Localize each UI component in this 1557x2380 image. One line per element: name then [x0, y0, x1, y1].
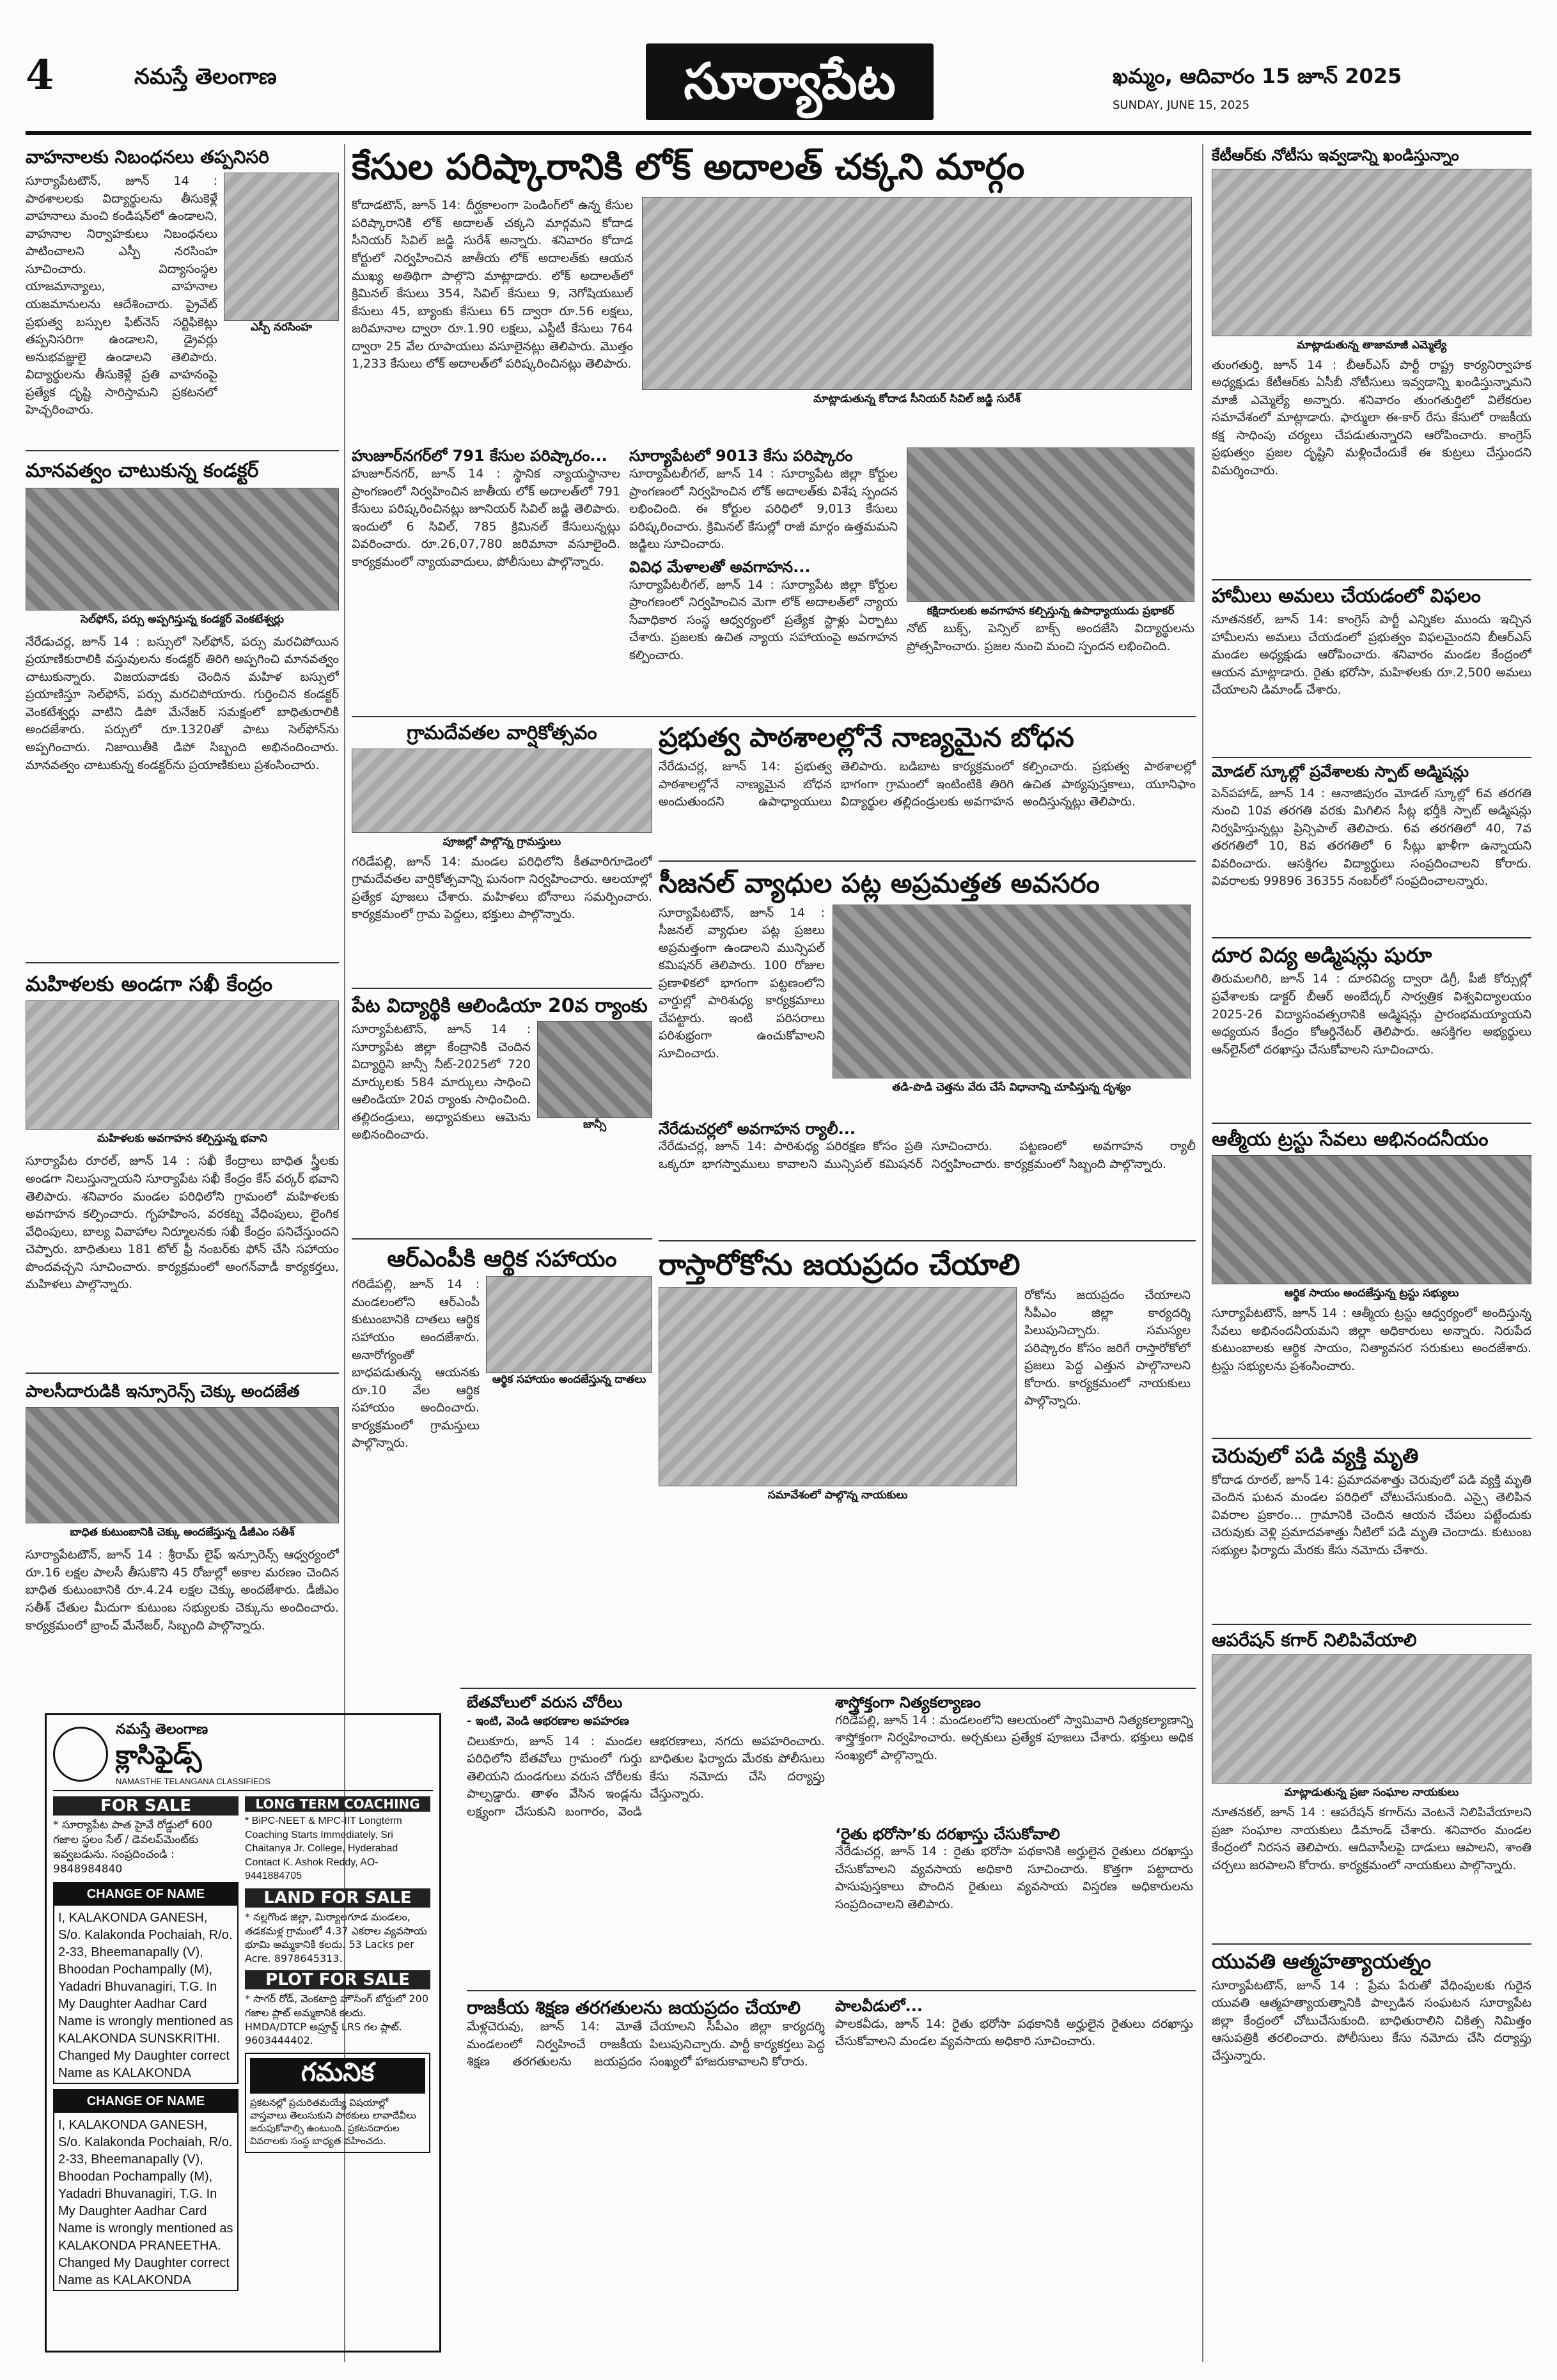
land-ad: * నల్లగొండ జిల్లా, మిర్యాలగూడ మండలం, తడకమళ్ల గ్రామంలో 4.37 ఎకరాల వ్యవసాయ భూమి అమ్మకానికి కలదు. 53 Lacks per Acre. 8978645313. — [245, 1910, 427, 1964]
divider — [1212, 1438, 1531, 1439]
classifieds-logo — [53, 1727, 108, 1782]
divider — [352, 1238, 652, 1240]
article-body: సూర్యాపేటటౌన్, జూన్ 14 : ప్రేమ పేరుతో వేధింపులకు గురైన యువతి ఆత్మహత్యాయత్నానికి పాల్పడిన సంఘటన సూర్యాపేట జిల్లా కేంద్రంలో చోటుచేసుకుంది. బాధితురాలిని చికిత్స నిమిత్తం ఆసుపత్రికి తరలించారు. పోలీసులు కేసు నమోదు చేసి దర్యాప్తు చేస్తున్నారు. — [1212, 1978, 1531, 2063]
headline: చెరువులో పడి వ్యక్తి మృతి — [1212, 1443, 1419, 1468]
headline: ఆత్మీయ ట్రస్టు సేవలు అభినందనీయం — [1212, 1128, 1489, 1151]
headline: ప్రభుత్వ పాఠశాలల్లోనే నాణ్యమైన బోధన — [659, 722, 1074, 753]
land-heading: LAND FOR SALE — [245, 1888, 430, 1908]
article-body: తుంగతుర్తి, జూన్ 14 : బీఆర్ఎస్ పార్టీ రాష్ట్ర కార్యనిర్వాహక అధ్యక్షుడు కేటీఆర్‌కు ఏసీబీ నోటీసులు ఇవ్వడాన్ని ఖండిస్తున్నామని మాజీ ఎమ్మెల్యే అన్నారు. శనివారం తుంగతుర్తిలో విలేకరుల సమావేశంలో మాట్లాడారు. ఫార్ములా ఈ-కార్ రేసు కేసులో రాజకీయ కక్ష సాధింపు చర్యలు చేపడుతున్నారని ఆరోపించారు. కాంగ్రెస్ ప్రభుత్వం ప్రజల దృష్టిని మళ్లించేందుకే ఈ కుట్రలు చేస్తుందని విమర్శించారు. — [1212, 357, 1531, 478]
for-sale-ad: * సూర్యాపేట పాత హైవే రోడ్డులో 600 గజాల స్థలం సేల్ / డెవలప్‌మెంట్‌కు ఇవ్వబడును. సంప్రదించండి : 9848984840 — [53, 1819, 213, 1876]
article-body: సూర్యాపేటటౌన్, జూన్ 14 : పాఠశాలలకు విద్యార్థులను తీసుకెళ్లే వాహనాలు మంచి కండిషన్‌లో ఉండాలని, వాహనాల నిర్వాహకులు నిబంధనలు పాటించాలని ఎస్పీ నరసింహ సూచించారు. విద్యాసంస్థల యాజమాన్యాలు, వాహనాల యజమానులను ఆదేశించారు. ప్రైవేట్ ప్రభుత్వ బస్సుల ఫిట్‌నెస్ సర్టిఫికెట్లు తప్పనిసరిగా ఉండాలని, డ్రైవర్లు అనుభవజ్ఞులై ఉండాలని తెలిపారు. విద్యార్థులను తీసుకెళ్లే ప్రతి వాహనంపై ప్రత్యేక దృష్టి సారిస్తామని ప్రకటనలో హెచ్చరించారు. — [26, 174, 217, 417]
change-of-name-ad — [53, 1882, 239, 2084]
article-body: చిలుకూరు, జూన్ 14 : మండల పరిధిలోని బేతవోలు గ్రామంలో గుర్తు తెలియని దుండగులు వరుస చోరీలకు పాల్పడ్డారు. తాళం వేసిన ఇండ్లను లక్ష్యంగా చేసుకుని బంగారం, వెండి ఆభరణాలు, నగదు అపహరించారు. బాధితుల ఫిర్యాదు మేరకు పోలీసులు కేసు నమోదు చేసి దర్యాప్తు చేస్తున్నారు. — [467, 1734, 825, 1819]
headline: మహిళలకు అండగా సఖీ కేంద్రం — [26, 971, 273, 996]
headline: ‘రైతు భరోసా’కు దరఖాస్తు చేసుకోవాలి — [835, 1824, 1060, 1843]
photo-caption: మాట్లాడుతున్న ప్రజా సంఘాల నాయకులు — [1284, 1785, 1459, 1799]
photo-press-meet — [1212, 169, 1531, 336]
photo-village-festival — [352, 749, 652, 833]
photo-caption: ఆర్థిక సాయం అందజేస్తున్న ట్రస్టు సభ్యులు — [1284, 1286, 1459, 1300]
date-english: SUNDAY, JUNE 15, 2025 — [1113, 98, 1250, 112]
headline: మానవత్వం చాటుకున్న కండక్టర్ — [26, 460, 259, 483]
divider — [460, 1688, 1196, 1689]
headline: ఆపరేషన్ కగార్ నిలిపివేయాలి — [1212, 1629, 1417, 1651]
photo-meeting — [659, 1287, 1017, 1486]
headline: సీజనల్ వ్యాధుల పట్ల అప్రమత్తత అవసరం — [659, 867, 1100, 899]
article-body: నేరేడుచర్ల, జూన్ 14: పారిశుధ్య పరిరక్షణ కోసం ప్రతి ఒక్కరూ భాగస్వాములు కావాలని మున్సిపల్ కమిషనర్ సూచించారు. పట్టణంలో అవగాహన ర్యాలీ నిర్వహించారు. కార్యక్రమంలో సిబ్బంది పాల్గొన్నారు. — [659, 1139, 1196, 1171]
photo-sp — [224, 173, 339, 321]
article-body: నూతనకల్, జూన్ 14: కాంగ్రెస్ పార్టీ ఎన్నికల ముందు ఇచ్చిన హామీలను అమలు చేయడంలో ప్రభుత్వం విఫలమైందని బీఆర్ఎస్ మండల అధ్యక్షుడు ఆరోపించారు. శనివారం మండల కేంద్రంలో ఆయన మాట్లాడారు. రైతు భరోసా, మహిళలకు రూ.2,500 అమలు చేయాలని డిమాండ్ చేశారు. — [1212, 612, 1531, 697]
change-of-name-ad — [53, 2089, 239, 2291]
divider — [659, 860, 1196, 862]
article-body: సూర్యాపేటలీగల్, జూన్ 14 : సూర్యాపేట జిల్లా కోర్టుల ప్రాంగణంలో నిర్వహించిన లోక్ అదాలత్‌కు విశేష స్పందన లభించింది. ఈ కోర్టుల పరిధిలో 9,013 కేసులు పరిష్కరించారు. క్రిమినల్ కేసుల్లో రాజీ మార్గం ఉత్తమమని జడ్జిలు సూచించారు. — [629, 466, 898, 552]
photo-insurance — [26, 1407, 339, 1523]
photo-awareness-stall — [907, 447, 1194, 602]
article-body: హుజూర్‌నగర్, జూన్ 14 : స్థానిక న్యాయస్థానాల ప్రాంగణంలో నిర్వహించిన జాతీయ లోక్ అదాలత్‌లో 791 కేసులు పరిష్కరించినట్లు జూనియర్ సివిల్ జడ్జి తెలిపారు. ఇందులో 6 సివిల్, 785 క్రిమినల్ కేసులున్నట్లు వివరించారు. రూ.26,07,780 జరిమానా వసూలైంది. కార్యక్రమంలో న్యాయవాదులు, పోలీసులు పాల్గొన్నారు. — [352, 466, 620, 569]
divider — [1212, 1943, 1531, 1945]
photo-caption: సెల్‌ఫోన్, పర్సు అప్పగిస్తున్న కండక్టర్ వెంకటేశ్వర్లు — [81, 612, 284, 626]
headline: రాజకీయ శిక్షణ తరగతులను జయప్రదం చేయాలి — [467, 1997, 801, 2019]
photo-caption: పూజల్లో పాల్గొన్న గ్రామస్తులు — [442, 835, 561, 848]
article-body: సూర్యాపేటటౌన్, జూన్ 14 : శ్రీరామ్ లైఫ్ ఇన్సూరెన్స్ ఆధ్వర్యంలో రూ.16 లక్షల పాలసీ తీసుకొని 45 రోజుల్లో అకాల మరణం చెందిన బాధిత కుటుంబానికి రూ.4.24 లక్షల చెక్కు అందజేశారు. డీజీఎం సతీశ్ చేతుల మీదుగా కుటుంబ సభ్యులకు చెక్కును అందించారు. కార్యక్రమంలో బ్రాంచ్ మేనేజర్, సిబ్బంది పాల్గొన్నారు. — [26, 1548, 339, 1633]
headline: పేట విద్యార్థికి ఆలిండియా 20వ ర్యాంకు — [352, 994, 648, 1017]
coaching-heading: LONG TERM COACHING — [245, 1796, 430, 1812]
center-right-column — [659, 722, 1196, 1681]
headline: దూర విద్య అడ్మిషన్లు షురూ — [1212, 942, 1432, 967]
photo-trust — [1212, 1155, 1531, 1284]
photo-student — [537, 1021, 652, 1118]
headline: పాలవీడులో... — [835, 1997, 923, 2016]
headline: గ్రామదేవతల వార్షికోత్సవం — [407, 722, 597, 744]
photo-caption: మహిళలకు అవగాహన కల్పిస్తున్న భవాని — [97, 1132, 268, 1146]
change-of-name-heading: CHANGE OF NAME — [54, 1883, 237, 1906]
photo-caption: సమావేశంలో పాల్గొన్న నాయకులు — [767, 1489, 908, 1502]
right-column — [1212, 147, 1531, 2359]
divider — [1212, 1123, 1531, 1124]
divider — [26, 450, 339, 451]
article-body: పెన్‌పహాడ్, జూన్ 14 : ఆనాజిపురం మోడల్ స్కూల్లో 6వ తరగతి నుంచి 10వ తరగతి వరకు మిగిలిన సీట్ల భర్తీకి స్పాట్ అడ్మిషన్లు నిర్వహిస్తున్నట్లు ప్రిన్సిపాల్ తెలిపారు. 6వ తరగతిలో 40, 7వ తరగతిలో 10, 8వ తరగతిలో 6 సీట్లు ఖాళీగా ఉన్నాయని వివరించారు. ఆసక్తిగల విద్యార్థులు సంప్రదించాలని కోరారు. వివరాలకు 99896 36355 నంబర్‌లో సంప్రదించాలన్నారు. — [1212, 786, 1531, 889]
divider — [352, 716, 1196, 717]
notice-heading: గమనిక — [250, 2058, 425, 2094]
headline: హామీలు అమలు చేయడంలో విఫలం — [1212, 584, 1481, 607]
article-body: సూర్యాపేటటౌన్, జూన్ 14 : ఆత్మీయ ట్రస్టు ఆధ్వర్యంలో అందిస్తున్న సేవలు అభినందనీయమని జిల్లా అధికారులు అన్నారు. నిరుపేద కుటుంబాలకు ఆర్థిక సాయం, నిత్యావసర సరుకులు అందజేశారు. ట్రస్టు సభ్యులను ప్రశంసించారు. — [1212, 1305, 1531, 1373]
change-of-name-heading: CHANGE OF NAME — [54, 2090, 237, 2113]
classifieds-box — [45, 1713, 441, 2353]
headline: మోడల్ స్కూల్లో ప్రవేశాలకు స్పాట్ అడ్మిషన్లు — [1212, 763, 1469, 781]
dateline — [1113, 64, 1535, 121]
headline: బేతవోలులో వరుస చోరీలు — [467, 1694, 623, 1711]
classifieds-title: క్లాసిఫైడ్స్ — [116, 1741, 202, 1770]
headline: ఆర్ఎంపీకి ఆర్థిక సహాయం — [387, 1246, 617, 1272]
masthead-rule — [26, 131, 1531, 135]
article-body: గరిడేపల్లి, జూన్ 14 : మండలంలోని ఆర్ఎంపీ కుటుంబానికి దాతలు ఆర్థిక సహాయం అందజేశారు. అనారోగ్యంతో బాధపడుతున్న ఆయనకు రూ.10 వేల ఆర్థిక సహాయం అందించారు. కార్యక్రమంలో గ్రామస్తులు పాల్గొన్నారు. — [352, 1277, 480, 1451]
photo-sanitation — [833, 905, 1191, 1078]
divider — [26, 1373, 339, 1374]
page-number: 4 — [26, 51, 54, 99]
article-body: రోకోను జయప్రదం చేయాలని సీపీఎం జిల్లా కార్యదర్శి పిలుపునిచ్చారు. సమస్యల పరిష్కారం కోసం జరిగే రాస్తారోకోలో ప్రజలు పెద్ద ఎత్తున పాల్గొనాలని కోరారు. కార్యక్రమంలో నాయకులు పాల్గొన్నారు. — [1024, 1288, 1191, 1408]
plot-ad: * సాగర్ రోడ్, వెంకటాద్రి హౌసింగ్ బోర్డులో 200 గజాల ప్లాట్ అమ్మకానికి కలదు. HMDA/DTCP అప్రూవ్డ్ LRS గల ప్లాట్. 9603444402. — [245, 1993, 429, 2047]
left-column — [26, 147, 339, 1694]
article-body: సూర్యాపేటటౌన్, జూన్ 14 : సూర్యాపేట జిల్లా కేంద్రానికి చెందిన విద్యార్థిని జాన్సీ నీట్-2025లో 720 మార్కులకు 584 మార్కులు సాధించి ఆలిండియా 20వ ర్యాంకు సాధించింది. తల్లిదండ్రులు, అధ్యాపకులు ఆమెను అభినందించారు. — [352, 1022, 531, 1142]
photo-lok-adalat — [642, 197, 1192, 390]
subheading: సూర్యాపేటలో 9013 కేసు పరిష్కారం — [629, 447, 853, 465]
photo-sakhi — [26, 1000, 339, 1130]
paper-name: నమస్తే తెలంగాణ — [134, 64, 277, 89]
photo-conductor — [26, 488, 339, 611]
photo-caption: కక్షిదారులకు అవగాహన కల్పిస్తున్న ఉపాధ్యాయుడు ప్రభాకర్ — [927, 605, 1175, 618]
divider — [1212, 937, 1531, 938]
photo-protest — [1212, 1654, 1531, 1784]
subheading: హుజూర్‌నగర్‌లో 791 కేసుల పరిష్కారం... — [352, 447, 607, 465]
headline: వాహనాలకు నిబంధనలు తప్పనిసరి — [26, 147, 269, 167]
center-bottom — [467, 1694, 1196, 2353]
photo-caption: ఆర్థిక సహాయం అందజేస్తున్న దాతలు — [492, 1373, 646, 1387]
classifieds-brand: నమస్తే తెలంగాణ — [116, 1722, 208, 1738]
headline: కేటీఆర్‌కు నోటీసు ఇవ్వడాన్ని ఖండిస్తున్నాం — [1212, 147, 1459, 164]
lead-headline: కేసుల పరిష్కారానికి లోక్ అదాలత్ చక్కని మార్గం — [352, 147, 1025, 188]
subheading: వివిధ మేళాలతో అవగాహన... — [629, 557, 811, 576]
article-body: గరిడేపల్లి, జూన్ 14: మండల పరిధిలోని కీతవారిగూడెంలో గ్రామదేవతల వార్షికోత్సవాన్ని ఘనంగా నిర్వహించారు. ఆలయాల్లో ప్రత్యేక పూజలు చేశారు. మహిళలు బోనాలు సమర్పించారు. కార్యక్రమంలో గ్రామ పెద్దలు, భక్తులు పాల్గొన్నారు. — [352, 854, 652, 922]
article-body: నోట్ బుక్స్, పెన్సిల్ బాక్స్ అందజేసి విద్యార్థులను ప్రోత్సహించారు. ప్రజల నుంచి మంచి స్పందన లభించింది. — [907, 621, 1194, 653]
center-left-column — [352, 722, 652, 1681]
sub-headline: - ఇంటి, వెండి ఆభరణాల అపహరణ — [467, 1714, 629, 1728]
article-body: గరిడేపల్లి, జూన్ 14 : మండలంలోని ఆలయంలో స్వామివారి నిత్యకల్యాణాన్ని శాస్త్రోక్తంగా నిర్వహించారు. అర్చకులు ప్రత్యేక పూజలు చేశారు. భక్తులు అధిక సంఖ్యలో పాల్గొన్నారు. — [835, 1713, 1193, 1762]
article-body: సూర్యాపేటలీగల్, జూన్ 14 : సూర్యాపేట జిల్లా కోర్టుల ప్రాంగణంలో నిర్వహించిన మెగా లోక్ అదాలత్‌లో న్యాయ సేవాధికార సంస్థ ఆధ్వర్యంలో ప్రత్యేక స్టాళ్లు ఏర్పాటు చేశారు. ప్రజలకు ఉచిత న్యాయ సహాయంపై అవగాహన కల్పించారు. — [629, 577, 898, 662]
article-body: కోదాడ రూరల్, జూన్ 14: ప్రమాదవశాత్తు చెరువులో పడి వ్యక్తి మృతి చెందిన ఘటన మండల పరిధిలో చోటుచేసుకుంది. ఎస్సై తెలిపిన వివరాల ప్రకారం... గ్రామానికి చెందిన ఆయన చేపలు పట్టేందుకు చెరువుకు వెళ్లి ప్రమాదవశాత్తు నీటిలో పడి మృతి చెందాడు. కుటుంబ సభ్యుల ఫిర్యాదు మేరకు కేసు నమోదు చేశారు. — [1212, 1472, 1531, 1557]
for-sale-heading: FOR SALE — [53, 1796, 239, 1816]
photo-caption: ఎస్పీ నరసింహ — [250, 321, 313, 334]
article-body: నేరేడుచర్ల, జూన్ 14: ప్రభుత్వ పాఠశాలల్లోనే నాణ్యమైన బోధన అందుతుందని ఉపాధ్యాయులు తెలిపారు. బడిబాట కార్యక్రమంలో భాగంగా గ్రామంలో ఇంటింటికి తిరిగి విద్యార్థుల తల్లిదండ్రులకు అవగాహన కల్పించారు. ప్రభుత్వ పాఠశాలల్లో ఉచిత పాఠ్యపుస్తకాలు, యూనిఫాం అందిస్తున్నట్లు తెలిపారు. — [659, 759, 1196, 809]
article-body: పాలకవీడు, జూన్ 14: రైతు భరోసా పథకానికి అర్హులైన రైతులు దరఖాస్తు చేసుకోవాలని మండల వ్యవసాయ అధికారి సూచించారు. — [835, 2016, 1193, 2049]
article-body: మేళ్లచెరువు, జూన్ 14: మోతే మండలంలో నిర్వహించే రాజకీయ శిక్షణ తరగతులను జయప్రదం చేయాలని సీపీఎం జిల్లా కార్యదర్శి పిలుపునిచ్చారు. పార్టీ కార్యకర్తలు పెద్ద సంఖ్యలో హాజరుకావాలని కోరారు. — [467, 2019, 825, 2069]
headline: శాస్త్రోక్తంగా నిత్యకల్యాణం — [835, 1694, 981, 1711]
photo-aid — [486, 1276, 652, 1373]
coaching-ad: * BiPC-NEET & MPC-IIT Longterm Coaching Starts Immediately, Sri Chaitanya Jr. College, Hyderabad Contact K. Ashok Reddy, AO-9441884705 — [245, 1816, 402, 1882]
divider — [26, 962, 339, 963]
classifieds-subtitle: NAMASTHE TELANGANA CLASSIFIEDS — [116, 1777, 270, 1786]
section-banner: సూర్యాపేట — [646, 43, 934, 120]
divider — [1212, 757, 1531, 758]
change-of-name-text: I, KALAKONDA GANESH, S/o. Kalakonda Pochaiah, R/o. 2-33, Bheemanapally (V), Bhoodan Pochampally (M), Yadadri Bhuvanagiri, T.G. In My Daughter Aadhar Card Name is wrongly mentioned as KALAKONDA SUNSKRITHI. Changed My Daughter correct Name as KALAKONDA — [58, 1910, 233, 2080]
article-body: కోదాడటౌన్, జూన్ 14: దీర్ఘకాలంగా పెండింగ్‌లో ఉన్న కేసుల పరిష్కారానికి లోక్ అదాలత్ చక్కని మార్గమని కోదాడ సీనియర్ సివిల్ జడ్జి సురేశ్ అన్నారు. శనివారం కోదాడ కోర్టులో నిర్వహించిన జాతీయ లోక్ అదాలత్‌కు ఆయన ముఖ్య అతిథిగా పాల్గొని మాట్లాడారు. లోక్ అదాలత్‌లో క్రిమినల్ కేసులు 354, సివిల్ కేసులు 9, నెగోషియబుల్ కేసులు 45, బ్యాంకు కేసులు 65 ద్వారా రూ.56 లక్షలు, జరిమానాల ద్వారా రూ.1.90 లక్షలు, ఎస్టీటీ కేసులు 764 ద్వారా 25 వేల రూపాయలు వసూలైనట్లు తెలిపారు. మొత్తం 1,233 కేసులు లోక్ అదాలత్‌లో పరిష్కరించినట్లు తెలిపారు. — [352, 198, 633, 371]
notice-text: ప్రకటనల్లో ప్రచురితమయ్యే విషయాల్లో వాస్తవాలు తెలుసుకుని పాఠకులు లావాదేవీలు జరుపుకోవాల్సి ఉంటుంది. ప్రకటనదారుల వివరాలకు సంస్థ బాధ్యత వహించదు. — [250, 2096, 416, 2147]
date-telugu: ఖమ్మం, ఆదివారం 15 జూన్ 2025 — [1113, 64, 1402, 88]
subheading: నేరేడుచర్లలో అవగాహన ర్యాలీ... — [659, 1119, 856, 1138]
photo-caption: జాన్సీ — [583, 1118, 606, 1131]
photo-caption: బాధిత కుటుంబానికి చెక్కు అందజేస్తున్న డీజీఎం సతీశ్ — [70, 1526, 295, 1539]
article-body: నూతనకల్, జూన్ 14 : ఆపరేషన్ కగార్‌ను వెంటనే నిలిపివేయాలని ప్రజా సంఘాల నాయకులు డిమాండ్ చేశారు. శనివారం మండల కేంద్రంలో నిరసన తెలిపారు. ఆదివాసీలపై దాడులు ఆపాలని, శాంతి చర్చలు జరపాలని కోరారు. కార్యక్రమంలో నాయకులు పాల్గొన్నారు. — [1212, 1805, 1531, 1872]
lead-story — [352, 147, 1196, 710]
plot-heading: PLOT FOR SALE — [245, 1970, 430, 1989]
article-body: తిరుమలగిరి, జూన్ 14 : దూరవిద్య ద్వారా డిగ్రీ, పీజీ కోర్సుల్లో ప్రవేశాలకు డాక్టర్ బీఆర్ అంబేద్కర్ సార్వత్రిక విశ్వవిద్యాలయం 2025-26 విద్యాసంవత్సరానికి అడ్మిషన్లు ప్రారంభమయ్యాయని అధ్యయన కేంద్రం కోఆర్డినేటర్ తెలిపారు. ఆసక్తిగల అభ్యర్థులు ఆన్‌లైన్‌లో దరఖాస్తు చేసుకోవాలని సూచించారు. — [1212, 972, 1531, 1057]
change-of-name-text: I, KALAKONDA GANESH, S/o. Kalakonda Pochaiah, R/o. 2-33, Bheemanapally (V), Bhoodan Pochampally (M), Yadadri Bhuvanagiri, T.G. In My Daughter Aadhar Card Name is wrongly mentioned as KALAKONDA PRANEETHA. Changed My Daughter correct Name as KALAKONDA — [58, 2117, 233, 2287]
photo-caption: తడి-పొడి చెత్తను వేరు చేసే విధానాన్ని చూపిస్తున్న దృశ్యం — [892, 1080, 1131, 1094]
divider — [1212, 579, 1531, 580]
photo-caption: మాట్లాడుతున్న తాజామాజీ ఎమ్మెల్యే — [1296, 338, 1447, 352]
divider — [352, 988, 652, 989]
article-body: నేరేడుచర్ల, జూన్ 14 : రైతు భరోసా పథకానికి అర్హులైన రైతులు దరఖాస్తు చేసుకోవాలని వ్యవసాయ అధికారి సూచించారు. కొత్తగా పట్టాదారు పాసుపుస్తకాలు పొందిన రైతులు వ్యవసాయ విస్తరణ అధికారులను సంప్రదించాలని తెలిపారు. — [835, 1844, 1193, 1911]
divider — [467, 1990, 1196, 1991]
article-body: సూర్యాపేటటౌన్, జూన్ 14 : సీజనల్ వ్యాధుల పట్ల ప్రజలు అప్రమత్తంగా ఉండాలని మున్సిపల్ కమిషనర్ తెలిపారు. 100 రోజుల ప్రణాళికలో భాగంగా పట్టణంలోని వార్డుల్లో పారిశుధ్య కార్యక్రమాలు చేపట్టారు. ఇంటి పరిసరాలు పరిశుభ్రంగా ఉంచుకోవాలని సూచించారు. — [659, 905, 825, 1061]
article-body: సూర్యాపేట రూరల్, జూన్ 14 : సఖీ కేంద్రాలు బాధిత స్త్రీలకు అండగా నిలుస్తున్నాయని సూర్యాపేట సఖీ కేంద్రం కేస్ వర్కర్ భవాని తెలిపారు. శనివారం మండల పరిధిలోని గ్రామంలో మహిళలకు అవగాహన కల్పించారు. గృహహింస, వరకట్న వేధింపులు, లైంగిక వేధింపులు, బాల్య వివాహాల నిర్మూలనకు సఖీ కేంద్రం పనిచేస్తుందని చెప్పారు. బాధితులు 181 టోల్ ఫ్రీ నంబర్‌కు ఫోన్ చేసి సహాయం పొందవచ్చని సూచించారు. కార్యక్రమంలో అంగన్‌వాడీ కార్యకర్తలు, మహిళలు పాల్గొన్నారు. — [26, 1154, 339, 1292]
photo-caption: మాట్లాడుతున్న కోదాడ సీనియర్ సివిల్ జడ్జి సురేశ్ — [813, 393, 1021, 406]
column-divider — [1202, 144, 1203, 2362]
headline: యువతి ఆత్మహత్యాయత్నం — [1212, 1948, 1432, 1973]
article-body: నేరేడుచర్ల, జూన్ 14 : బస్సులో సెల్‌ఫోన్, పర్సు మరచిపోయిన ప్రయాణికురాలికి వస్తువులను కండక్టర్ తిరిగి అప్పగించి మానవత్వం చాటుకున్నారు. విజయవాడకు చెందిన మహిళ బస్సులో ప్రయాణిస్తూ సెల్‌ఫోన్, పర్సు మరచిపోయారు. గుర్తించిన కండక్టర్ వెంకటేశ్వర్లు వాటిని డిపో మేనేజర్ సమక్షంలో బాధితురాలికి అందజేశారు. పర్సులో రూ.1320తో పాటు సెల్‌ఫోన్‌ను అప్పగించారు. నిజాయితీకి డిపో సిబ్బంది అభినందించారు. మానవత్వం చాటుకున్న కండక్టర్‌ను ప్రయాణికులు ప్రశంసించారు. — [26, 634, 339, 772]
headline: పాలసీదారుడికి ఇన్సూరెన్స్ చెక్కు అందజేత — [26, 1382, 300, 1402]
divider — [1212, 1624, 1531, 1625]
headline: రాస్తారోకోను జయప్రదం చేయాలి — [659, 1247, 1021, 1282]
masthead-left — [26, 45, 601, 115]
divider — [659, 1240, 1196, 1241]
